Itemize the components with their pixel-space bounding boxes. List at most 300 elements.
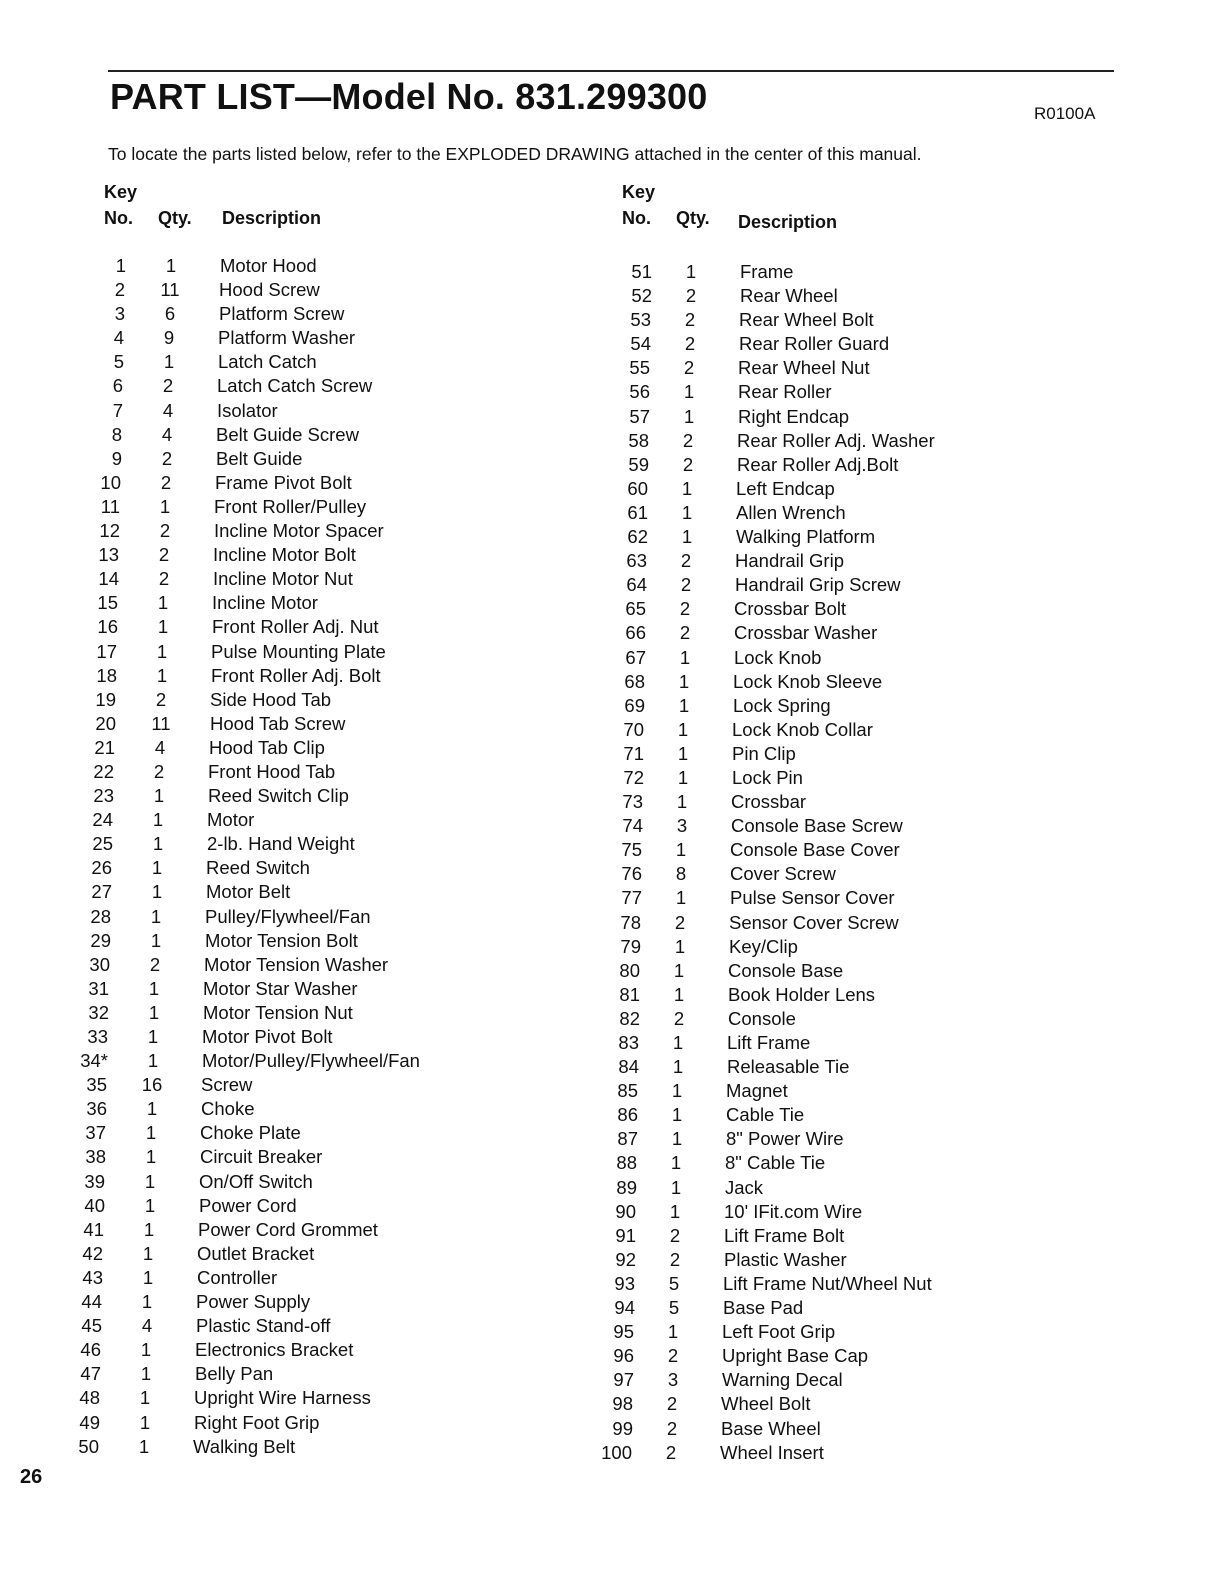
part-quantity: 1 bbox=[672, 1056, 684, 1078]
part-key-number: 69 bbox=[624, 694, 645, 716]
part-quantity: 1 bbox=[156, 640, 168, 662]
part-description: Front Hood Tab bbox=[208, 760, 336, 782]
part-description: 8" Cable Tie bbox=[725, 1152, 826, 1174]
part-description: Electronics Bracket bbox=[195, 1339, 354, 1361]
part-quantity: 1 bbox=[144, 1194, 156, 1216]
part-quantity: 4 bbox=[154, 736, 166, 758]
part-row bbox=[82, 374, 552, 398]
part-quantity: 1 bbox=[675, 839, 687, 861]
part-quantity: 1 bbox=[151, 881, 163, 903]
part-quantity: 1 bbox=[150, 905, 162, 927]
part-key-number: 63 bbox=[626, 550, 647, 572]
part-row bbox=[598, 670, 1068, 694]
part-description: Front Roller Adj. Nut bbox=[212, 616, 379, 638]
part-quantity: 2 bbox=[159, 520, 171, 542]
part-quantity: 2 bbox=[153, 760, 165, 782]
part-quantity: 1 bbox=[677, 766, 689, 788]
part-row bbox=[598, 814, 1068, 838]
part-row bbox=[598, 332, 1068, 356]
part-row bbox=[79, 1411, 552, 1435]
part-key-number: 46 bbox=[80, 1339, 101, 1361]
part-description: Power Cord Grommet bbox=[198, 1218, 378, 1240]
part-description: Upright Base Cap bbox=[722, 1345, 869, 1367]
part-description: Frame Pivot Bolt bbox=[215, 471, 352, 493]
part-key-number: 54 bbox=[630, 333, 651, 355]
part-quantity: 2 bbox=[679, 598, 691, 620]
part-description: Side Hood Tab bbox=[210, 688, 332, 710]
part-row bbox=[598, 959, 1068, 983]
part-row bbox=[598, 694, 1068, 718]
part-row bbox=[598, 718, 1068, 742]
document-code: R0100A bbox=[1034, 104, 1096, 123]
part-key-number: 56 bbox=[629, 381, 650, 403]
part-description: Warning Decal bbox=[722, 1369, 843, 1391]
part-row bbox=[598, 1224, 1068, 1248]
part-key-number: 18 bbox=[96, 664, 117, 686]
part-description: Rear Roller Adj.Bolt bbox=[737, 453, 899, 475]
part-key-number: 83 bbox=[618, 1032, 639, 1053]
part-quantity: 1 bbox=[671, 1128, 683, 1150]
key-header-line1: Key bbox=[622, 182, 656, 202]
part-description: Sensor Cover Screw bbox=[729, 911, 899, 933]
description-header: Description bbox=[222, 208, 322, 228]
part-row bbox=[598, 1007, 1068, 1031]
part-quantity: 1 bbox=[670, 1152, 682, 1174]
part-key-number: 67 bbox=[625, 646, 646, 668]
part-quantity: 1 bbox=[673, 983, 685, 1005]
part-quantity: 1 bbox=[165, 255, 177, 276]
part-key-number: 12 bbox=[99, 520, 120, 542]
part-key-number: 88 bbox=[616, 1152, 637, 1174]
part-row bbox=[598, 742, 1068, 766]
part-description: On/Off Switch bbox=[199, 1170, 313, 1192]
part-row bbox=[82, 953, 552, 977]
part-row bbox=[598, 838, 1068, 862]
part-quantity: 9 bbox=[163, 327, 175, 349]
part-description: 8" Power Wire bbox=[726, 1128, 844, 1150]
part-description: Power Cord bbox=[199, 1194, 297, 1216]
part-row bbox=[598, 1392, 1068, 1416]
part-key-number: 39 bbox=[84, 1170, 105, 1192]
part-description: Rear Roller Adj. Washer bbox=[737, 429, 935, 451]
part-key-number: 74 bbox=[622, 815, 643, 837]
part-quantity: 1 bbox=[671, 1104, 683, 1126]
part-key-number: 93 bbox=[614, 1272, 635, 1294]
part-row bbox=[82, 447, 552, 471]
part-quantity: 8 bbox=[675, 863, 687, 885]
part-quantity: 2 bbox=[155, 688, 167, 710]
part-row bbox=[79, 1386, 552, 1410]
part-description: Right Endcap bbox=[738, 405, 850, 427]
part-description: Platform Washer bbox=[218, 327, 356, 349]
part-quantity: 11 bbox=[160, 279, 180, 301]
part-key-number: 44 bbox=[81, 1291, 102, 1313]
part-quantity: 1 bbox=[153, 785, 165, 807]
part-quantity: 1 bbox=[677, 718, 689, 740]
part-row bbox=[598, 453, 1068, 477]
part-row bbox=[598, 886, 1068, 910]
part-row bbox=[82, 736, 552, 760]
column-header bbox=[598, 182, 1068, 254]
part-key-number: 79 bbox=[620, 935, 641, 957]
part-key-number: 76 bbox=[621, 863, 642, 885]
part-row bbox=[598, 1320, 1068, 1344]
part-key-number: 50 bbox=[78, 1435, 99, 1457]
part-quantity: 4 bbox=[162, 399, 174, 421]
part-row bbox=[598, 911, 1068, 935]
part-row bbox=[598, 1344, 1068, 1368]
part-quantity: 5 bbox=[668, 1297, 680, 1319]
part-key-number: 30 bbox=[89, 953, 110, 975]
part-row bbox=[82, 254, 552, 278]
part-row bbox=[82, 1170, 552, 1194]
part-quantity: 1 bbox=[685, 261, 697, 282]
part-quantity: 1 bbox=[152, 809, 164, 831]
column-header bbox=[82, 182, 552, 254]
part-key-number: 31 bbox=[88, 977, 109, 999]
part-row bbox=[598, 405, 1068, 429]
part-key-number: 90 bbox=[615, 1200, 636, 1222]
part-row bbox=[82, 880, 552, 904]
part-description: Right Foot Grip bbox=[194, 1411, 320, 1433]
part-quantity: 2 bbox=[149, 953, 161, 975]
part-quantity: 1 bbox=[140, 1363, 152, 1385]
part-key-number: 91 bbox=[615, 1224, 636, 1246]
part-row bbox=[598, 429, 1068, 453]
part-row bbox=[82, 832, 552, 856]
part-description: Rear Wheel bbox=[740, 285, 838, 307]
part-quantity: 1 bbox=[139, 1411, 151, 1433]
part-row bbox=[82, 1218, 552, 1242]
part-description: Incline Motor Bolt bbox=[213, 544, 356, 566]
part-row bbox=[82, 1001, 552, 1025]
part-description: Base Wheel bbox=[721, 1417, 821, 1439]
part-key-number: 87 bbox=[617, 1128, 638, 1150]
parts-column-left bbox=[78, 182, 552, 1459]
part-quantity: 1 bbox=[676, 791, 688, 813]
part-row bbox=[598, 1200, 1068, 1224]
part-row bbox=[82, 640, 552, 664]
part-description: Frame bbox=[740, 261, 794, 282]
part-description: Outlet Bracket bbox=[197, 1242, 315, 1264]
part-quantity: 2 bbox=[162, 375, 174, 397]
part-key-number: 17 bbox=[96, 640, 117, 662]
part-key-number: 73 bbox=[622, 791, 643, 813]
qty-header: Qty. bbox=[158, 208, 192, 228]
intro-text: To locate the parts listed below, refer to the EXPLODED DRAWING attached in the center of this manual. bbox=[108, 144, 922, 164]
part-quantity: 1 bbox=[679, 646, 691, 668]
part-quantity: 1 bbox=[681, 526, 693, 548]
part-key-number: 55 bbox=[629, 357, 650, 379]
part-key-number: 16 bbox=[97, 616, 118, 638]
part-quantity: 2 bbox=[679, 622, 691, 644]
part-row bbox=[598, 1031, 1068, 1055]
part-description: Plastic Washer bbox=[724, 1248, 847, 1270]
part-description: Front Roller/Pulley bbox=[214, 495, 367, 517]
part-description: Pin Clip bbox=[732, 742, 796, 764]
part-quantity: 1 bbox=[148, 977, 160, 999]
part-row bbox=[82, 399, 552, 423]
part-row bbox=[82, 1194, 552, 1218]
part-description: Motor/Pulley/Flywheel/Fan bbox=[202, 1050, 420, 1072]
part-description: Walking Belt bbox=[193, 1435, 296, 1457]
part-quantity: 1 bbox=[142, 1266, 154, 1288]
part-quantity: 1 bbox=[159, 495, 171, 517]
part-quantity: 1 bbox=[681, 477, 693, 499]
part-row bbox=[82, 760, 552, 784]
part-quantity: 2 bbox=[667, 1345, 679, 1367]
part-quantity: 1 bbox=[678, 670, 690, 692]
part-description: Upright Wire Harness bbox=[194, 1387, 371, 1409]
part-description: Left Foot Grip bbox=[722, 1321, 836, 1343]
part-quantity: 1 bbox=[146, 1098, 158, 1120]
part-quantity: 1 bbox=[675, 887, 687, 909]
part-description: Cover Screw bbox=[730, 863, 836, 885]
key-header-line1: Key bbox=[104, 182, 138, 202]
part-quantity: 3 bbox=[667, 1369, 679, 1391]
part-key-number: 3 bbox=[114, 303, 125, 325]
part-key-number: 99 bbox=[612, 1417, 633, 1439]
part-row bbox=[82, 615, 552, 639]
part-quantity: 1 bbox=[669, 1200, 681, 1222]
part-row bbox=[598, 501, 1068, 525]
part-quantity: 1 bbox=[141, 1291, 153, 1313]
part-description: Handrail Grip bbox=[735, 550, 844, 572]
part-row bbox=[598, 1176, 1068, 1200]
part-description: Key/Clip bbox=[729, 935, 798, 957]
part-quantity: 1 bbox=[683, 405, 695, 427]
part-description: Incline Motor bbox=[212, 592, 318, 614]
part-key-number: 33 bbox=[87, 1026, 108, 1047]
part-description: Choke bbox=[201, 1098, 255, 1120]
part-key-number: 100 bbox=[601, 1441, 632, 1463]
part-row bbox=[598, 1079, 1068, 1103]
part-key-number: 77 bbox=[621, 887, 642, 909]
part-quantity: 2 bbox=[669, 1248, 681, 1270]
part-description: Hood Tab Clip bbox=[209, 736, 325, 758]
part-description: Console Base Screw bbox=[731, 815, 903, 837]
part-description: Releasable Tie bbox=[727, 1056, 850, 1078]
part-quantity: 4 bbox=[141, 1315, 153, 1337]
part-description: Crossbar Bolt bbox=[734, 598, 847, 620]
part-description: Motor Belt bbox=[206, 881, 291, 903]
part-key-number: 59 bbox=[628, 453, 649, 475]
part-quantity: 2 bbox=[684, 309, 696, 331]
part-key-number: 42 bbox=[82, 1242, 103, 1264]
part-description: Rear Wheel Nut bbox=[738, 357, 870, 379]
part-row bbox=[82, 350, 552, 374]
part-row bbox=[598, 477, 1068, 501]
part-key-number: 43 bbox=[82, 1266, 103, 1288]
part-description: Hood Tab Screw bbox=[210, 712, 346, 734]
part-description: Pulley/Flywheel/Fan bbox=[205, 905, 371, 927]
page-number: 26 bbox=[20, 1466, 43, 1488]
part-quantity: 2 bbox=[160, 471, 172, 493]
parts-column-right bbox=[598, 182, 1068, 1465]
part-key-number: 75 bbox=[621, 839, 642, 861]
part-description: Lock Pin bbox=[732, 766, 803, 788]
part-row bbox=[598, 380, 1068, 404]
part-description: Lift Frame Bolt bbox=[724, 1224, 845, 1246]
part-quantity: 2 bbox=[666, 1393, 678, 1415]
part-quantity: 1 bbox=[150, 929, 162, 951]
part-quantity: 1 bbox=[670, 1176, 682, 1198]
part-row bbox=[82, 278, 552, 302]
part-key-number: 32 bbox=[88, 1001, 109, 1023]
part-description: Front Roller Adj. Bolt bbox=[211, 664, 381, 686]
part-key-number: 45 bbox=[81, 1315, 102, 1337]
part-row bbox=[82, 1097, 552, 1121]
description-header: Description bbox=[738, 212, 838, 232]
part-row bbox=[598, 1296, 1068, 1320]
part-row bbox=[598, 1272, 1068, 1296]
part-row bbox=[82, 1314, 552, 1338]
part-quantity: 1 bbox=[145, 1146, 157, 1168]
part-key-number: 19 bbox=[95, 688, 116, 710]
part-quantity: 1 bbox=[157, 616, 169, 638]
part-quantity: 1 bbox=[157, 592, 169, 614]
part-description: Circuit Breaker bbox=[200, 1146, 323, 1168]
part-description: Platform Screw bbox=[219, 303, 345, 325]
part-row bbox=[598, 1441, 1068, 1465]
part-description: Base Pad bbox=[723, 1297, 804, 1319]
part-row bbox=[82, 905, 552, 929]
part-description: Lock Knob Sleeve bbox=[733, 670, 883, 692]
part-row bbox=[598, 1055, 1068, 1079]
part-key-number: 81 bbox=[619, 983, 640, 1005]
part-quantity: 2 bbox=[680, 574, 692, 596]
part-row bbox=[598, 1127, 1068, 1151]
part-key-number: 64 bbox=[626, 574, 647, 596]
part-row bbox=[82, 495, 552, 519]
part-description: 2-lb. Hand Weight bbox=[207, 833, 355, 855]
part-description: Lift Frame bbox=[727, 1032, 811, 1053]
part-key-number: 62 bbox=[627, 526, 648, 548]
part-row bbox=[598, 597, 1068, 621]
part-description: Motor Pivot Bolt bbox=[202, 1026, 333, 1047]
part-key-number: 9 bbox=[111, 447, 122, 469]
part-row bbox=[82, 471, 552, 495]
part-key-number: 80 bbox=[619, 959, 640, 981]
part-description: Plastic Stand-off bbox=[196, 1315, 331, 1337]
part-description: Isolator bbox=[217, 399, 278, 421]
part-quantity: 16 bbox=[141, 1074, 163, 1096]
part-key-number: 85 bbox=[617, 1080, 638, 1102]
part-row bbox=[82, 808, 552, 832]
part-key-number: 98 bbox=[612, 1393, 633, 1415]
part-key-number: 13 bbox=[98, 544, 119, 566]
part-quantity: 1 bbox=[152, 833, 164, 855]
part-key-number: 24 bbox=[92, 809, 113, 831]
part-description: Motor bbox=[207, 809, 255, 831]
part-description: Screw bbox=[201, 1074, 253, 1096]
part-key-number: 8 bbox=[111, 423, 122, 445]
part-description: Walking Platform bbox=[736, 526, 876, 548]
part-key-number: 57 bbox=[629, 405, 650, 427]
part-description: Reed Switch bbox=[206, 857, 310, 879]
part-row bbox=[598, 1103, 1068, 1127]
part-key-number: 11 bbox=[100, 495, 120, 517]
part-row bbox=[598, 356, 1068, 380]
part-description: Wheel Bolt bbox=[721, 1393, 811, 1415]
part-row bbox=[82, 567, 552, 591]
part-quantity: 1 bbox=[148, 1001, 160, 1023]
part-quantity: 2 bbox=[669, 1224, 681, 1246]
part-key-number: 6 bbox=[112, 375, 123, 397]
part-description: Handrail Grip Screw bbox=[735, 574, 901, 596]
part-key-number: 7 bbox=[112, 399, 123, 421]
part-key-number: 97 bbox=[613, 1369, 634, 1391]
part-row bbox=[82, 1362, 552, 1386]
part-description: Rear Wheel Bolt bbox=[739, 309, 874, 331]
part-row bbox=[598, 573, 1068, 597]
part-quantity: 2 bbox=[684, 333, 696, 355]
part-key-number: 36 bbox=[86, 1098, 107, 1120]
part-key-number: 66 bbox=[625, 622, 646, 644]
part-quantity: 1 bbox=[144, 1170, 156, 1192]
part-description: Console Base Cover bbox=[730, 839, 900, 861]
part-row bbox=[82, 591, 552, 615]
part-description: Incline Motor Nut bbox=[213, 568, 353, 590]
part-row bbox=[82, 1242, 552, 1266]
part-description: Crossbar bbox=[731, 791, 807, 813]
part-description: Belt Guide bbox=[216, 447, 303, 469]
part-key-number: 14 bbox=[98, 568, 119, 590]
part-description: Wheel Insert bbox=[720, 1441, 824, 1463]
part-description: Book Holder Lens bbox=[728, 983, 876, 1005]
part-quantity: 1 bbox=[156, 664, 168, 686]
part-key-number: 37 bbox=[85, 1122, 106, 1144]
part-key-number: 60 bbox=[627, 477, 648, 499]
part-row bbox=[82, 1145, 552, 1169]
part-quantity: 2 bbox=[682, 429, 694, 451]
part-row bbox=[82, 977, 552, 1001]
part-key-number: 40 bbox=[84, 1194, 105, 1216]
part-description: Incline Motor Spacer bbox=[214, 520, 384, 542]
part-description: Allen Wrench bbox=[736, 501, 846, 523]
part-quantity: 2 bbox=[673, 1007, 685, 1029]
part-row bbox=[598, 308, 1068, 332]
part-row bbox=[598, 525, 1068, 549]
part-quantity: 5 bbox=[668, 1272, 680, 1294]
part-key-number: 72 bbox=[623, 766, 644, 788]
part-key-number: 68 bbox=[624, 670, 645, 692]
part-description: Console Base bbox=[728, 959, 844, 981]
part-description: Motor Tension Nut bbox=[203, 1001, 353, 1023]
part-key-number: 38 bbox=[85, 1146, 106, 1168]
part-description: Jack bbox=[725, 1176, 764, 1198]
part-quantity: 4 bbox=[161, 423, 173, 445]
part-description: Motor Hood bbox=[220, 255, 317, 276]
part-row bbox=[82, 302, 552, 326]
part-key-number: 34* bbox=[80, 1050, 108, 1072]
part-key-number: 86 bbox=[617, 1104, 638, 1126]
part-row bbox=[598, 1248, 1068, 1272]
part-key-number: 25 bbox=[92, 833, 113, 855]
part-quantity: 1 bbox=[140, 1339, 152, 1361]
part-key-number: 26 bbox=[91, 857, 112, 879]
part-key-number: 48 bbox=[79, 1387, 100, 1409]
part-quantity: 1 bbox=[681, 501, 693, 523]
part-row bbox=[82, 664, 552, 688]
part-row bbox=[82, 1049, 552, 1073]
part-quantity: 1 bbox=[673, 959, 685, 981]
part-quantity: 2 bbox=[674, 911, 686, 933]
part-key-number: 89 bbox=[616, 1176, 637, 1198]
part-quantity: 1 bbox=[143, 1218, 155, 1240]
part-key-number: 61 bbox=[627, 501, 648, 523]
part-key-number: 70 bbox=[623, 718, 644, 740]
